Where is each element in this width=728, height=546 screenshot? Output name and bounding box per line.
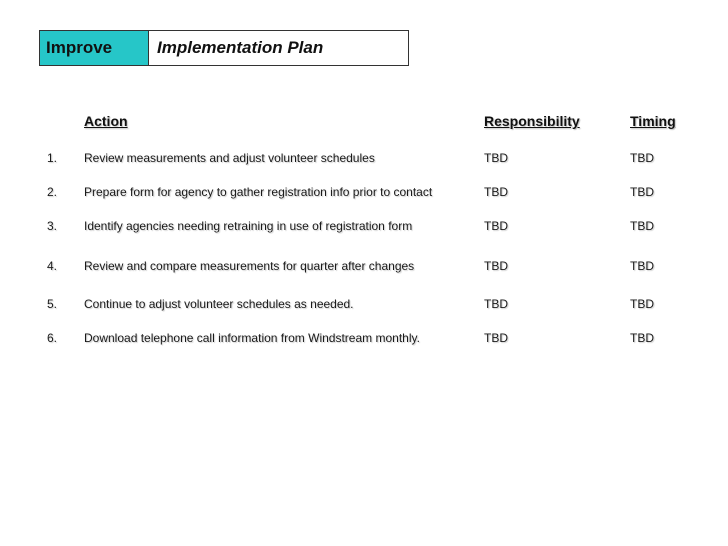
column-header-action: Action (84, 113, 128, 129)
table-row (0, 219, 728, 239)
row-timing: TBD (630, 331, 654, 345)
row-responsibility: TBD (484, 151, 508, 165)
row-number: 5. (47, 297, 58, 311)
row-action: Continue to adjust volunteer schedules as needed. (84, 297, 354, 311)
row-timing: TBD (630, 185, 654, 199)
row-responsibility: TBD (484, 219, 508, 233)
row-number: 1. (47, 151, 58, 165)
header-box (39, 30, 409, 66)
row-number: 3. (47, 219, 58, 233)
row-action: Review and compare measurements for quarter after changes (84, 259, 415, 273)
row-timing: TBD (630, 219, 654, 233)
table-row (0, 185, 728, 205)
row-responsibility: TBD (484, 259, 508, 273)
table-row (0, 297, 728, 317)
table-row (0, 151, 728, 171)
row-action: Identify agencies needing retraining in use of registration form (84, 219, 413, 233)
row-responsibility: TBD (484, 331, 508, 345)
row-timing: TBD (630, 151, 654, 165)
phase-label: Improve (40, 31, 149, 65)
page-title: Implementation Plan (157, 38, 324, 57)
row-action: Prepare form for agency to gather registration info prior to contact (84, 185, 433, 199)
row-number: 6. (47, 331, 58, 345)
row-action: Download telephone call information from Windstream monthly. (84, 331, 420, 345)
row-responsibility: TBD (484, 297, 508, 311)
row-number: 4. (47, 259, 58, 273)
column-header-responsibility: Responsibility (484, 113, 580, 129)
row-responsibility: TBD (484, 185, 508, 199)
row-timing: TBD (630, 297, 654, 311)
column-header-timing: Timing (630, 113, 676, 129)
row-timing: TBD (630, 259, 654, 273)
table-row (0, 331, 728, 351)
row-number: 2. (47, 185, 58, 199)
table-row (0, 259, 728, 279)
row-action: Review measurements and adjust volunteer schedules (84, 151, 375, 165)
